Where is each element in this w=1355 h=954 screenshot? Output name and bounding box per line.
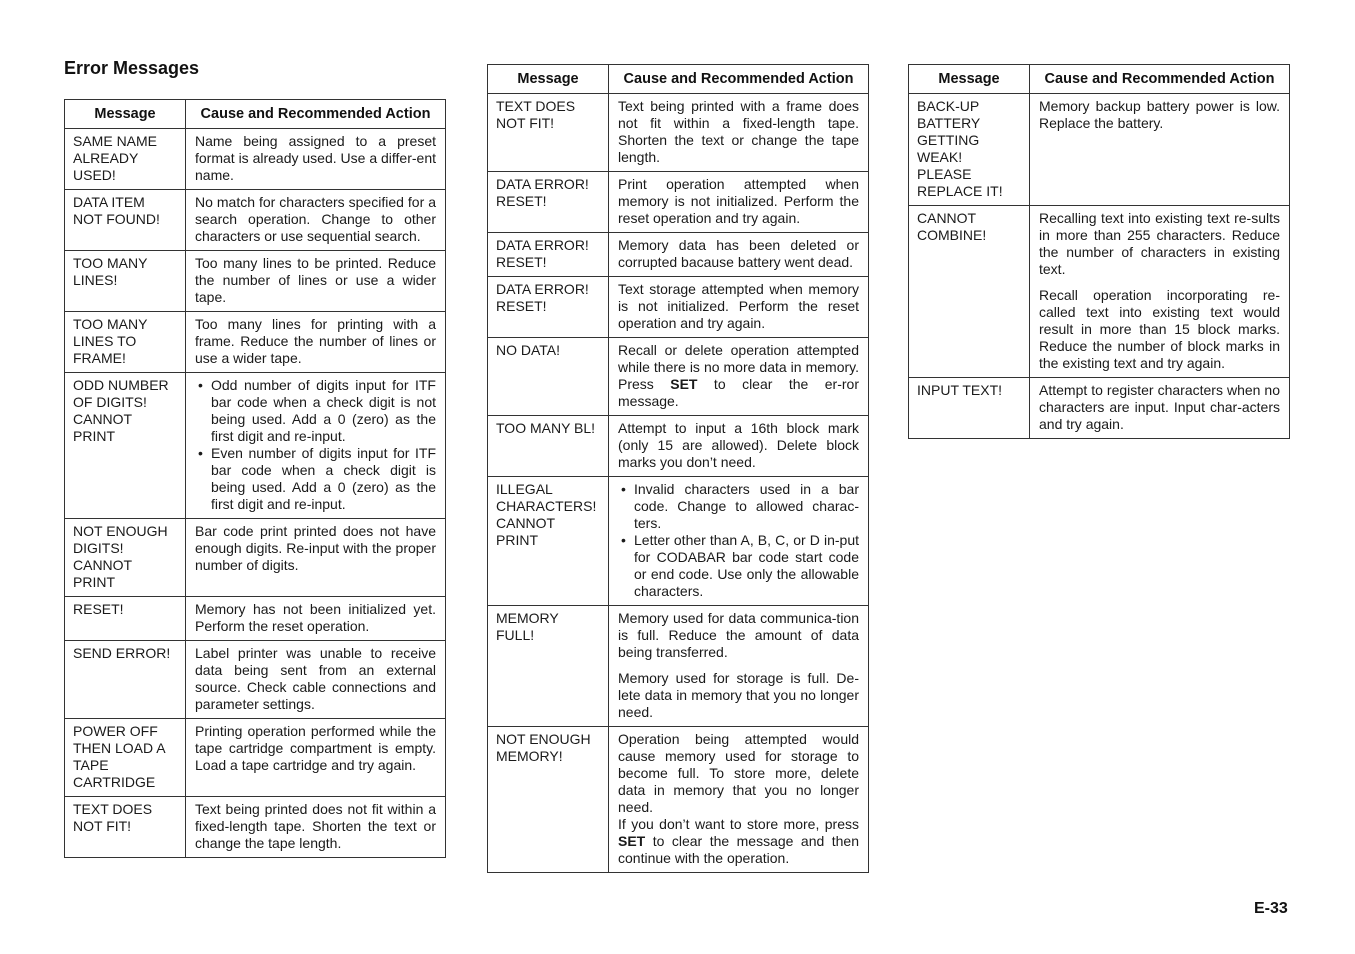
cause-paragraph	[618, 816, 859, 867]
error-message-text: NO DATA!	[488, 338, 609, 416]
cause-action-cell	[609, 338, 869, 416]
error-table-column-3	[908, 64, 1290, 439]
cause-action-cell	[609, 233, 869, 277]
table-row	[488, 416, 869, 477]
cause-text: Bar code print printed does not have enough digits. Re-input with the proper number of digits.	[195, 523, 436, 573]
cause-text: Recall or delete operation attempted while there is no more data in memory. Press	[618, 342, 859, 392]
table-row	[65, 251, 446, 312]
cause-text: Text storage attempted when memory is not initialized. Perform the reset operation and try again.	[618, 281, 859, 331]
message-column-header: Message	[488, 65, 609, 94]
bullet-list	[195, 377, 436, 513]
cause-paragraph	[618, 281, 859, 332]
table-row	[488, 338, 869, 416]
cause-paragraph	[1039, 382, 1280, 433]
cause-action-cell	[1030, 378, 1290, 439]
table-row	[65, 312, 446, 373]
cause-action-cell	[186, 597, 446, 641]
error-messages-table	[908, 64, 1290, 439]
cause-text: Label printer was unable to receive data being sent from an external source. Check cable connections and parameter settings.	[195, 645, 436, 712]
cause-text: Memory has not been initialized yet. Perform the reset operation.	[195, 601, 436, 634]
cause-text: Name being assigned to a preset format is already used. Use a differ-ent name.	[195, 133, 436, 183]
bullet-item: • Even number of digits input for ITF bar code when a check digit is being used. Add a 0 (zero) as the first digit and re-input.	[195, 445, 436, 513]
cause-paragraph	[195, 194, 436, 245]
error-message-text: BACK-UP BATTERY GETTING WEAK! PLEASE REPLACE IT!	[909, 94, 1030, 206]
cause-text: No match for characters specified for a search operation. Change to other characters or use sequential search.	[195, 194, 436, 244]
cause-paragraph	[618, 98, 859, 166]
table-row	[488, 172, 869, 233]
error-message-text: INPUT TEXT!	[909, 378, 1030, 439]
error-message-text: NOT ENOUGH DIGITS! CANNOT PRINT	[65, 519, 186, 597]
cause-text: Memory backup battery power is low. Replace the battery.	[1039, 98, 1280, 131]
error-message-text: TOO MANY LINES!	[65, 251, 186, 312]
cause-paragraph	[195, 523, 436, 574]
cause-action-cell	[186, 719, 446, 797]
cause-column-header: Cause and Recommended Action	[186, 100, 446, 129]
cause-text: Memory used for data communica-tion is full. Reduce the amount of data being transferred.	[618, 610, 859, 660]
error-message-text: TOO MANY LINES TO FRAME!	[65, 312, 186, 373]
cause-paragraph	[195, 645, 436, 713]
cause-text: Printing operation performed while the tape cartridge compartment is empty. Load a tape cartridge and try again.	[195, 723, 436, 773]
error-message-text: TOO MANY BL!	[488, 416, 609, 477]
cause-paragraph	[195, 723, 436, 774]
table-header-row	[488, 65, 869, 94]
cause-action-cell	[186, 129, 446, 190]
error-message-text: MEMORY FULL!	[488, 606, 609, 727]
cause-paragraph	[195, 255, 436, 306]
table-row	[65, 373, 446, 519]
cause-text: to clear the er-ror message.	[618, 376, 859, 409]
cause-text: Too many lines to be printed. Reduce the number of lines or use a wider tape.	[195, 255, 436, 305]
table-row	[488, 94, 869, 172]
cause-text: Attempt to register characters when no characters are input. Input char-acters and try again.	[1039, 382, 1280, 432]
error-message-text: CANNOT COMBINE!	[909, 206, 1030, 378]
cause-paragraph	[618, 731, 859, 816]
cause-action-cell	[186, 519, 446, 597]
message-column-header: Message	[65, 100, 186, 129]
table-row	[65, 719, 446, 797]
cause-paragraph	[618, 342, 859, 410]
cause-action-cell	[609, 277, 869, 338]
error-message-text: ODD NUMBER OF DIGITS! CANNOT PRINT	[65, 373, 186, 519]
cause-column-header: Cause and Recommended Action	[609, 65, 869, 94]
cause-action-cell	[609, 416, 869, 477]
cause-action-cell	[186, 190, 446, 251]
error-message-text: DATA ERROR! RESET!	[488, 172, 609, 233]
cause-paragraph	[195, 601, 436, 635]
set-key-label: SET	[618, 833, 646, 849]
error-message-text: SEND ERROR!	[65, 641, 186, 719]
set-key-label: SET	[670, 376, 698, 392]
cause-action-cell	[609, 477, 869, 606]
cause-text: Memory used for storage is full. De-lete data in memory that you no longer need.	[618, 670, 859, 720]
error-messages-table	[487, 64, 869, 873]
table-row	[65, 519, 446, 597]
cause-paragraph	[1039, 287, 1280, 372]
cause-action-cell	[186, 641, 446, 719]
error-message-text: TEXT DOES NOT FIT!	[488, 94, 609, 172]
cause-action-cell	[186, 312, 446, 373]
cause-text: Print operation attempted when memory is not initialized. Perform the reset operation and try again.	[618, 176, 859, 226]
table-header-row	[65, 100, 446, 129]
error-message-text: DATA ITEM NOT FOUND!	[65, 190, 186, 251]
bullet-item: • Odd number of digits input for ITF bar code when a check digit is not being used. Add a 0 (zero) as the first digit and re-input.	[195, 377, 436, 445]
table-row	[909, 206, 1290, 378]
cause-paragraph	[618, 670, 859, 721]
cause-text: Too many lines for printing with a frame. Reduce the number of lines or use a wider tape.	[195, 316, 436, 366]
cause-paragraph	[618, 420, 859, 471]
bullet-list	[618, 481, 859, 600]
table-row	[65, 797, 446, 858]
cause-paragraph	[618, 237, 859, 271]
page-title: Error Messages	[64, 58, 200, 78]
error-table-column-1	[64, 99, 446, 858]
cause-paragraph	[1039, 210, 1280, 278]
bullet-item: • Letter other than A, B, C, or D in-put for CODABAR bar code start code or end code. Use only the allowable characters.	[618, 532, 859, 600]
cause-text: Memory data has been deleted or corrupted bacause battery went dead.	[618, 237, 859, 270]
table-row	[909, 378, 1290, 439]
table-row	[909, 94, 1290, 206]
error-message-text: NOT ENOUGH MEMORY!	[488, 727, 609, 873]
cause-action-cell	[609, 94, 869, 172]
cause-action-cell	[186, 251, 446, 312]
error-message-text: RESET!	[65, 597, 186, 641]
error-messages-table	[64, 99, 446, 858]
error-message-text: POWER OFF THEN LOAD A TAPE CARTRIDGE	[65, 719, 186, 797]
table-row	[65, 129, 446, 190]
error-message-text: DATA ERROR! RESET!	[488, 277, 609, 338]
table-row	[488, 477, 869, 606]
cause-action-cell	[186, 373, 446, 519]
cause-paragraph	[195, 801, 436, 852]
error-message-text: ILLEGAL CHARACTERS! CANNOT PRINT	[488, 477, 609, 606]
table-header-row	[909, 65, 1290, 94]
cause-paragraph	[618, 176, 859, 227]
cause-text: Operation being attempted would cause memory used for storage to become full. To store more, delete data in memory that you no longer need.	[618, 731, 859, 815]
cause-action-cell	[186, 797, 446, 858]
page-number: E-33	[1254, 900, 1288, 917]
table-row	[488, 727, 869, 873]
cause-action-cell	[1030, 206, 1290, 378]
cause-action-cell	[1030, 94, 1290, 206]
cause-column-header: Cause and Recommended Action	[1030, 65, 1290, 94]
cause-text: to clear the message and then continue with the operation.	[618, 833, 859, 866]
table-row	[65, 597, 446, 641]
error-table-column-2	[487, 64, 869, 873]
error-message-text: DATA ERROR! RESET!	[488, 233, 609, 277]
cause-paragraph	[1039, 98, 1280, 132]
message-column-header: Message	[909, 65, 1030, 94]
cause-text: Recall operation incorporating re-called text into existing text would result in more than 15 block marks. Reduce the number of block marks in the existing text and try again.	[1039, 287, 1280, 371]
cause-text: Attempt to input a 16th block mark (only 15 are allowed). Delete block marks you don’t need.	[618, 420, 859, 470]
cause-text: If you don’t want to store more, press	[618, 816, 859, 832]
bullet-item: • Invalid characters used in a bar code. Change to allowed charac-ters.	[618, 481, 859, 532]
cause-paragraph	[195, 316, 436, 367]
error-message-text: SAME NAME ALREADY USED!	[65, 129, 186, 190]
table-row	[65, 641, 446, 719]
table-row	[65, 190, 446, 251]
cause-text: Text being printed with a frame does not fit within a fixed-length tape. Shorten the text or change the tape length.	[618, 98, 859, 165]
cause-action-cell	[609, 606, 869, 727]
table-row	[488, 233, 869, 277]
table-row	[488, 277, 869, 338]
cause-text: Text being printed does not fit within a fixed-length tape. Shorten the text or change the tape length.	[195, 801, 436, 851]
cause-paragraph	[195, 133, 436, 184]
table-row	[488, 606, 869, 727]
cause-action-cell	[609, 172, 869, 233]
cause-text: Recalling text into existing text re-sults in more than 255 characters. Reduce the number of characters in existing text.	[1039, 210, 1280, 277]
error-message-text: TEXT DOES NOT FIT!	[65, 797, 186, 858]
cause-action-cell	[609, 727, 869, 873]
cause-paragraph	[618, 610, 859, 661]
